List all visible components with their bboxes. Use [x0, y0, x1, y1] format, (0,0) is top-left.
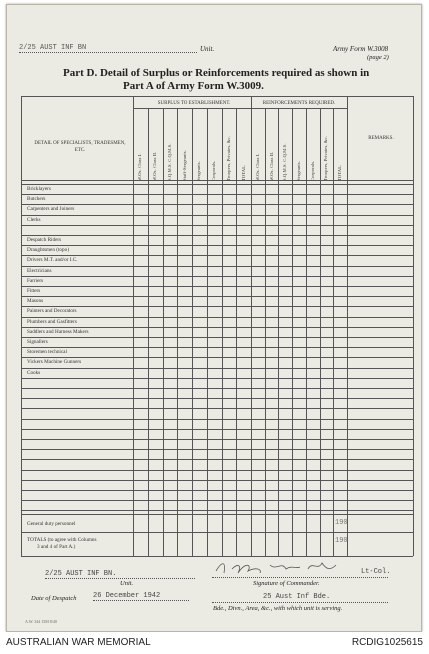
form-title-line-1: Part D. Detail of Surplus or Reinforcements required as shown in	[63, 67, 370, 79]
commander-rank: Lt-Col.	[361, 568, 391, 576]
surplus-col-header: TOTAL.	[240, 164, 246, 181]
row-label: Carpenters and Joiners	[27, 206, 75, 213]
reinf-col-header: Sergeants.	[296, 161, 301, 181]
archive-name: AUSTRALIAN WAR MEMORIAL	[6, 637, 151, 648]
detail-header: DETAIL OF SPECIALISTS, TRADESMEN, ETC.	[34, 141, 126, 153]
form-number: Army Form W.3008	[333, 45, 389, 53]
table-row-line	[21, 245, 413, 246]
surplus-col-header: S.Q.M.S. C.Q.M.S.	[166, 143, 172, 181]
table-row-line	[21, 266, 413, 267]
table-row-line	[21, 470, 413, 471]
table-row-line	[21, 337, 413, 338]
table-row-line	[21, 449, 413, 450]
table-row-line	[21, 184, 413, 185]
table-row-line	[21, 357, 413, 358]
reinf-header: REINFORCEMENTS REQUIRED.	[262, 101, 336, 106]
totals-line	[21, 532, 413, 533]
page-number: (page 2)	[367, 54, 389, 61]
commander-line	[212, 576, 388, 578]
table-row-line	[21, 459, 413, 460]
row-label: Painters and Decorators	[27, 308, 77, 315]
table-row-line	[21, 317, 413, 318]
archive-footer	[0, 632, 429, 654]
reinf-col-line	[333, 108, 334, 556]
table-row-line	[21, 347, 413, 348]
form-title-line-2: Part A of Army Form W.3009.	[123, 80, 264, 92]
row-label: Saddlers and Harness Makers	[27, 328, 89, 335]
row-label: Storemen technical	[27, 349, 67, 356]
row-label: Masons	[27, 298, 44, 305]
surplus-col-line	[177, 108, 178, 556]
reinf-col-header: TOTAL.	[337, 164, 343, 181]
table-row-line	[21, 388, 413, 389]
subheader-line	[133, 108, 347, 109]
table-row-line	[21, 194, 413, 195]
bde-value: 25 Aust Inf Bde.	[263, 593, 331, 601]
table-row-line	[21, 215, 413, 216]
row-label: Farriers	[27, 277, 44, 284]
date-label: Date of Despatch	[31, 595, 77, 602]
table-row-line	[21, 398, 413, 399]
table-row-line	[21, 368, 413, 369]
row-label: Bricklayers	[27, 186, 51, 192]
date-value: 26 December 1942	[93, 592, 189, 601]
remarks-header: REMARKS.	[368, 136, 394, 141]
reinf-col-line	[320, 108, 321, 556]
table-row-line	[21, 235, 413, 236]
archive-id: RCDIG1025615	[351, 637, 423, 648]
reinf-col-line	[278, 108, 279, 556]
unit-field: 2/25 AUST INF BN	[19, 44, 197, 53]
totals-label-1: TOTALS (to agree with Columns	[27, 537, 97, 543]
table-row-line	[21, 286, 413, 287]
totals-label-2: 3 and 4 of Part A.)	[37, 544, 76, 550]
reinf-col-header: S.Q.M.S. C.Q.M.S.	[282, 143, 288, 181]
row-label: Despatch Riders	[27, 237, 62, 243]
header-bottom-line	[21, 180, 413, 181]
surplus-col-line	[236, 108, 237, 556]
row-label: Draughtsmen (topo)	[27, 247, 69, 254]
table-row-line	[21, 225, 413, 226]
reinf-col-header: Troopers, Privates, &c.	[323, 136, 329, 181]
commander-label: Signature of Commander.	[253, 580, 320, 587]
reinf-col-header: W.Os. Class II.	[268, 151, 274, 181]
table-row-line	[21, 490, 413, 491]
table-row-line	[21, 276, 413, 277]
row-label: Clerks	[27, 216, 41, 223]
table-row-line	[21, 296, 413, 297]
row-label: Drivers M.T. and/or I.C.	[27, 257, 78, 264]
table-row-line	[21, 327, 413, 328]
table-row-line	[21, 204, 413, 205]
print-code: A.W. 344 15M 8/40	[25, 619, 57, 624]
reinf-col-line	[265, 108, 266, 556]
row-label: Fitters	[27, 288, 41, 294]
table-row-line	[21, 378, 413, 379]
table-right-border	[413, 96, 414, 556]
sig-unit-value: 2/25 AUST INF BN.	[45, 570, 195, 579]
surplus-col-header: Troopers, Privates, &c.	[225, 136, 231, 181]
table-row-line	[21, 419, 413, 420]
table-row-line	[21, 439, 413, 440]
row-label: Plumbers and Gasfitters	[27, 318, 77, 325]
reinf-col-header: Corporals.	[309, 160, 315, 181]
general-duty-line	[21, 514, 413, 515]
surplus-col-header: Sergeants.	[196, 161, 202, 181]
form-paper	[6, 4, 422, 632]
table-row-line	[21, 500, 413, 501]
table-row-line	[21, 429, 413, 430]
bde-label: Bde., Divn., Area, &c., with which unit is serving.	[213, 605, 343, 612]
surplus-col-header: Staff-Sergeants.	[181, 150, 187, 181]
surplus-col-line	[163, 108, 164, 556]
surplus-col-line	[192, 108, 193, 556]
sig-unit-label: Unit.	[120, 580, 134, 587]
table-row-line	[21, 306, 413, 307]
totals-total: 190	[335, 537, 348, 545]
reinf-col-line	[292, 108, 293, 556]
general-duty-label: General duty personnel	[27, 521, 76, 527]
surplus-header: SURPLUS TO ESTABLISHMENT.	[157, 101, 231, 106]
row-label: Electricians	[27, 267, 52, 274]
surplus-col-line	[222, 108, 223, 556]
table-top-border	[21, 96, 413, 97]
table-row-line	[21, 255, 413, 256]
surplus-col-line	[148, 108, 149, 556]
reinf-col-line	[306, 108, 307, 556]
detail-table	[21, 96, 413, 556]
reinf-col-header: W.Os. Class I.	[254, 153, 260, 181]
row-label: Butchers	[27, 196, 46, 203]
surplus-col-header: Corporals.	[211, 160, 217, 181]
general-duty-total: 190	[335, 519, 348, 527]
table-row-line	[21, 408, 413, 409]
table-row-line	[21, 510, 413, 511]
row-label: Signallers	[27, 339, 48, 345]
table-row-line	[21, 480, 413, 481]
surplus-col-header: W.Os. Class I.	[137, 153, 143, 181]
row-label: Vickers Machine Gunners	[27, 359, 82, 366]
bde-line	[212, 601, 388, 603]
unit-label: Unit.	[200, 45, 215, 53]
surplus-col-header: W.Os. Class II.	[152, 151, 158, 181]
surplus-col-line	[207, 108, 208, 556]
row-label: Cooks	[27, 369, 41, 376]
